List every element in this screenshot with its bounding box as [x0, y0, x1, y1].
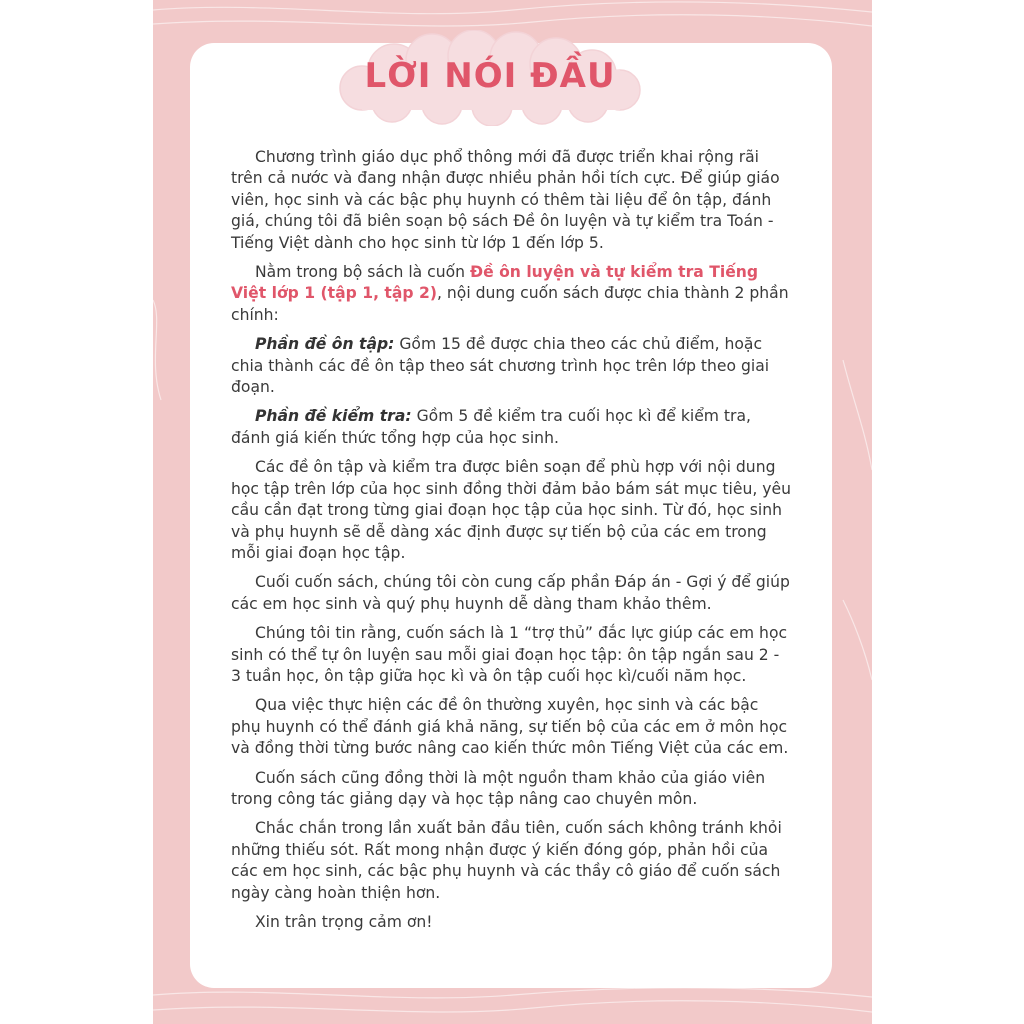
test-section-label: Phần đề kiểm tra:	[255, 407, 412, 426]
closing-line: Xin trân trọng cảm ơn!	[255, 913, 433, 931]
paragraph-9: Cuốn sách cũng đồng thời là một nguồn tham khảo của giáo viên trong công tác giảng dạy và học tập nâng cao chuyên môn.	[231, 768, 766, 808]
paragraph-test-section	[231, 406, 791, 449]
paragraph-2-suffix: , nội dung cuốn sách được chia thành 2 phần chính:	[231, 284, 789, 324]
paragraph-10: Chắc chắn trong lần xuất bản đầu tiên, cuốn sách không tránh khỏi những thiếu sót. Rất mong nhận được ý kiến đóng góp, phản hồi của các em học sinh, các bậc phụ huynh và các thầy cô giáo để cuốn sách ngày càng hoàn thiện hơn.	[231, 819, 782, 902]
page-title: LỜI NÓI ĐẦU	[364, 56, 616, 96]
paragraph-7: Chúng tôi tin rằng, cuốn sách là 1 “trợ thủ” đắc lực giúp các em học sinh có thể tự ôn luyện sau mỗi giai đoạn học tập: ôn tập ngắn sau 2 - 3 tuần học, ôn tập giữa học kì và ôn tập cuối học kì/cuối năm học.	[231, 624, 788, 685]
preface-body	[231, 147, 791, 941]
paragraph-review-section	[231, 334, 791, 398]
paragraph-2	[231, 262, 791, 326]
book-title-highlight: Đề ôn luyện và tự kiểm tra Tiếng Việt lớp 1 (tập 1, tập 2)	[231, 263, 759, 303]
paragraph-2-prefix: Nằm trong bộ sách là cuốn	[255, 263, 471, 282]
test-section-text: Gồm 5 đề kiểm tra cuối học kì để kiểm tra, đánh giá kiến thức tổng hợp của học sinh.	[231, 407, 751, 447]
paragraph-6: Cuối cuốn sách, chúng tôi còn cung cấp phần Đáp án - Gợi ý để giúp các em học sinh và quý phụ huynh dễ dàng tham khảo thêm.	[231, 573, 790, 613]
review-section-label: Phần đề ôn tập:	[255, 335, 395, 354]
paragraph-5: Các đề ôn tập và kiểm tra được biên soạn để phù hợp với nội dung học tập trên lớp của học sinh đồng thời đảm bảo bám sát mục tiêu, yêu cầu cần đạt trong từng giai đoạn học tập của học sinh. Từ đó, học sinh và phụ huynh sẽ dễ dàng xác định được sự tiến bộ của các em trong mỗi giai đoạn học tập.	[231, 458, 791, 562]
paragraph-8: Qua việc thực hiện các đề ôn thường xuyên, học sinh và các bậc phụ huynh có thể đánh giá khả năng, sự tiến bộ của các em ở môn học và đồng thời từng bước nâng cao kiến thức môn Tiếng Việt của các em.	[231, 696, 789, 758]
paragraph-1: Chương trình giáo dục phổ thông mới đã được triển khai rộng rãi trên cả nước và đang nhận được nhiều phản hồi tích cực. Để giúp giáo viên, học sinh và các bậc phụ huynh có thêm tài liệu để ôn tập, đánh giá, chúng tôi đã biên soạn bộ sách Đề ôn luyện và tự kiểm tra Toán - Tiếng Việt dành cho học sinh từ lớp 1 đến lớp 5.	[231, 148, 780, 252]
review-section-text: Gồm 15 đề được chia theo các chủ điểm, hoặc chia thành các đề ôn tập theo sát chương trình học trên lớp theo giai đoạn.	[231, 335, 770, 397]
